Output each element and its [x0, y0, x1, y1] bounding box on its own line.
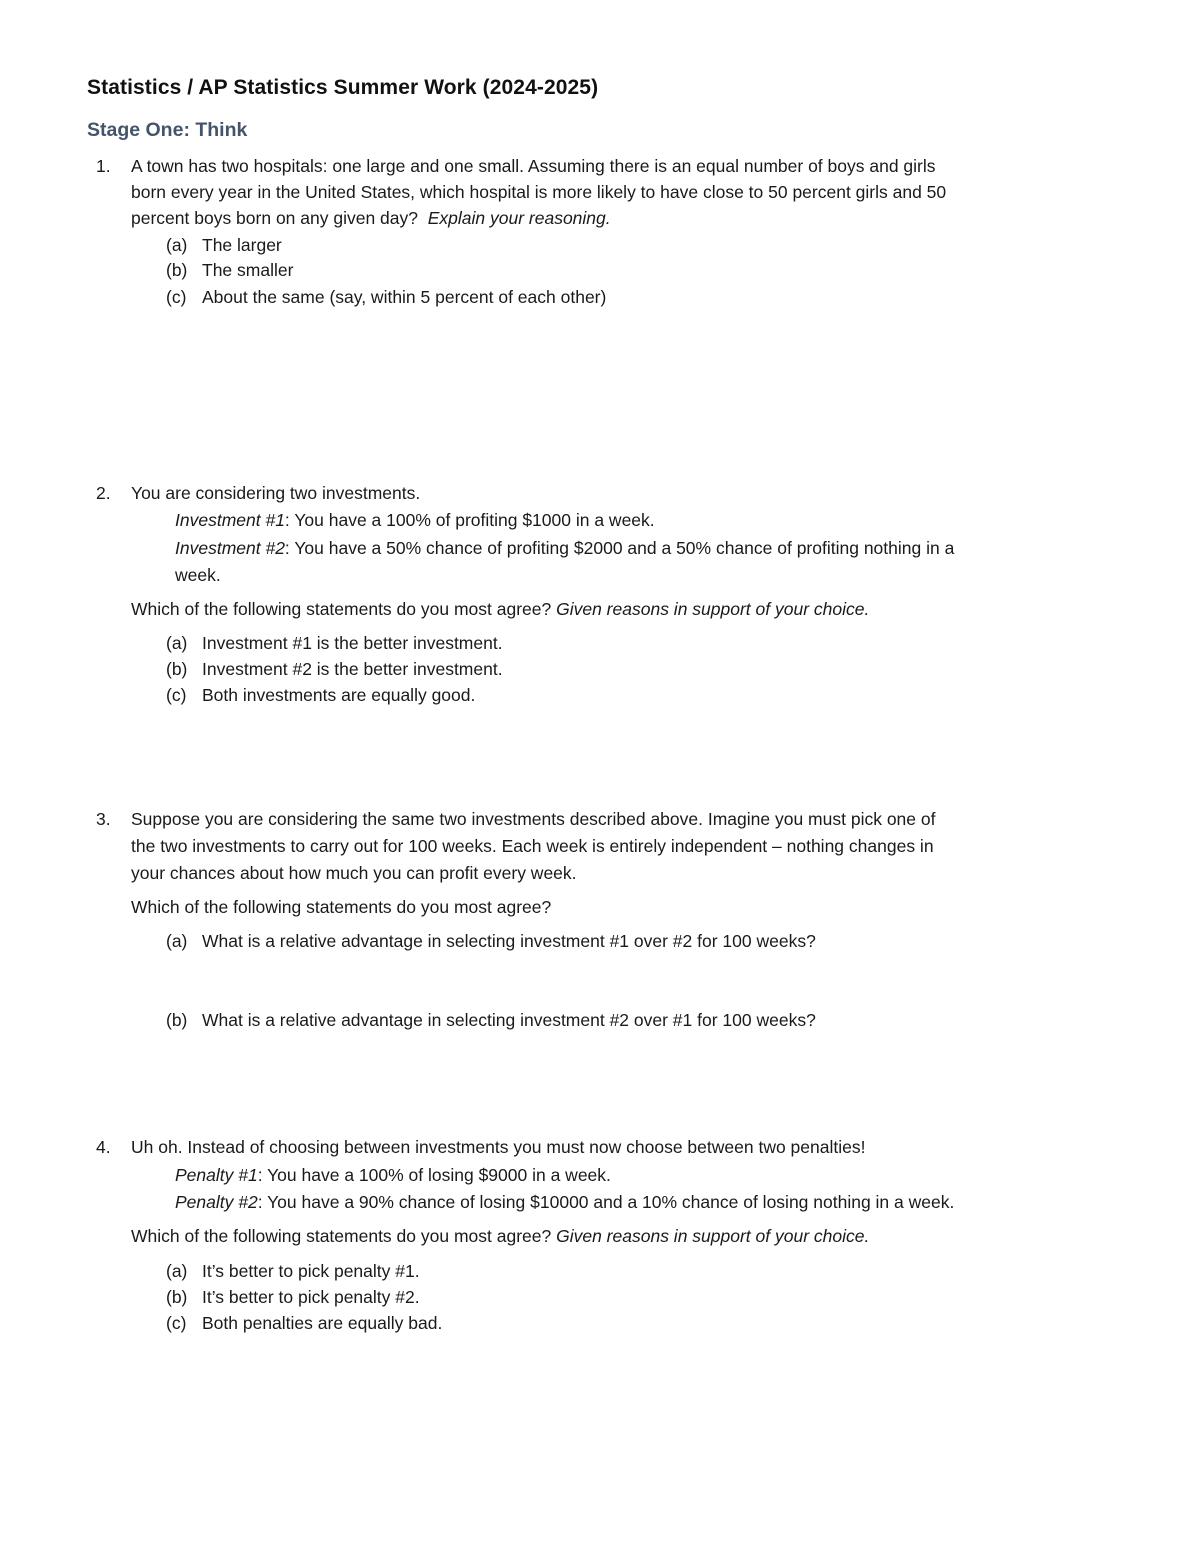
- investment-2-line: [175, 537, 954, 559]
- option-text: What is a relative advantage in selecting investment #2 over #1 for 100 weeks?: [202, 1010, 816, 1030]
- option-text: It’s better to pick penalty #2.: [202, 1287, 420, 1307]
- option-letter: (b): [166, 1010, 188, 1030]
- penalty-1-text: : You have a 100% of losing $9000 in a week.: [257, 1165, 611, 1185]
- option-text: Both investments are equally good.: [202, 685, 476, 705]
- instruction-italic: Given reasons in support of your choice.: [556, 1226, 870, 1246]
- question-number: 2.: [96, 483, 111, 503]
- investment-1-label: Investment #1: [175, 510, 285, 530]
- option-letter: (b): [166, 1287, 188, 1307]
- question-text-line: your chances about how much you can profit every week.: [131, 863, 577, 883]
- investment-2-label: Investment #2: [175, 538, 285, 558]
- option-text: It’s better to pick penalty #1.: [202, 1261, 420, 1281]
- question-text-line: Suppose you are considering the same two investments described above. Imagine you must pick one of: [131, 809, 936, 829]
- document-title: Statistics / AP Statistics Summer Work (2024-2025): [87, 76, 599, 99]
- question-text-line: [131, 207, 611, 229]
- question-number: 1.: [96, 156, 111, 176]
- option-letter: (c): [166, 1313, 187, 1333]
- option-text: What is a relative advantage in selecting investment #1 over #2 for 100 weeks?: [202, 931, 816, 951]
- option-text: The larger: [202, 235, 282, 255]
- question-number: 3.: [96, 809, 111, 829]
- option-letter: (c): [166, 287, 187, 307]
- question-text: percent boys born on any given day?: [131, 208, 418, 228]
- investment-1-line: [175, 509, 655, 531]
- penalty-1-line: [175, 1164, 611, 1186]
- question-prompt: [131, 1225, 869, 1247]
- investment-2-text: : You have a 50% chance of profiting $2000 and a 50% chance of profiting nothing in a: [284, 538, 955, 558]
- question-number: 4.: [96, 1137, 111, 1157]
- prompt-text: Which of the following statements do you most agree?: [131, 1226, 552, 1246]
- question-text-line: the two investments to carry out for 100 weeks. Each week is entirely independent – nothing changes in: [131, 836, 934, 856]
- instruction-italic: Given reasons in support of your choice.: [556, 599, 870, 619]
- option-letter: (a): [166, 931, 188, 951]
- penalty-1-label: Penalty #1: [175, 1165, 258, 1185]
- option-letter: (c): [166, 685, 187, 705]
- question-text-line: A town has two hospitals: one large and one small. Assuming there is an equal number of boys and girls: [131, 156, 936, 176]
- option-text: Investment #1 is the better investment.: [202, 633, 503, 653]
- option-text: Investment #2 is the better investment.: [202, 659, 503, 679]
- investment-1-text: : You have a 100% of profiting $1000 in a week.: [284, 510, 655, 530]
- question-text-line: born every year in the United States, which hospital is more likely to have close to 50 percent girls and 50: [131, 182, 947, 202]
- option-letter: (b): [166, 260, 188, 280]
- section-heading: Stage One: Think: [87, 119, 248, 141]
- question-text-line: You are considering two investments.: [131, 483, 421, 503]
- question-prompt: [131, 598, 869, 620]
- option-letter: (b): [166, 659, 188, 679]
- option-text: Both penalties are equally bad.: [202, 1313, 443, 1333]
- instruction-italic: Explain your reasoning.: [427, 208, 611, 228]
- penalty-2-line: [175, 1191, 954, 1213]
- penalty-2-text: : You have a 90% chance of losing $10000 and a 10% chance of losing nothing in a week.: [257, 1192, 955, 1212]
- question-text-line: Uh oh. Instead of choosing between investments you must now choose between two penalties!: [131, 1137, 866, 1157]
- option-text: The smaller: [202, 260, 294, 280]
- investment-2-continued: week.: [175, 565, 221, 585]
- question-prompt: Which of the following statements do you most agree?: [131, 897, 552, 917]
- option-letter: (a): [166, 633, 188, 653]
- option-letter: (a): [166, 235, 188, 255]
- prompt-text: Which of the following statements do you most agree?: [131, 599, 552, 619]
- penalty-2-label: Penalty #2: [175, 1192, 258, 1212]
- option-text: About the same (say, within 5 percent of each other): [202, 287, 607, 307]
- option-letter: (a): [166, 1261, 188, 1281]
